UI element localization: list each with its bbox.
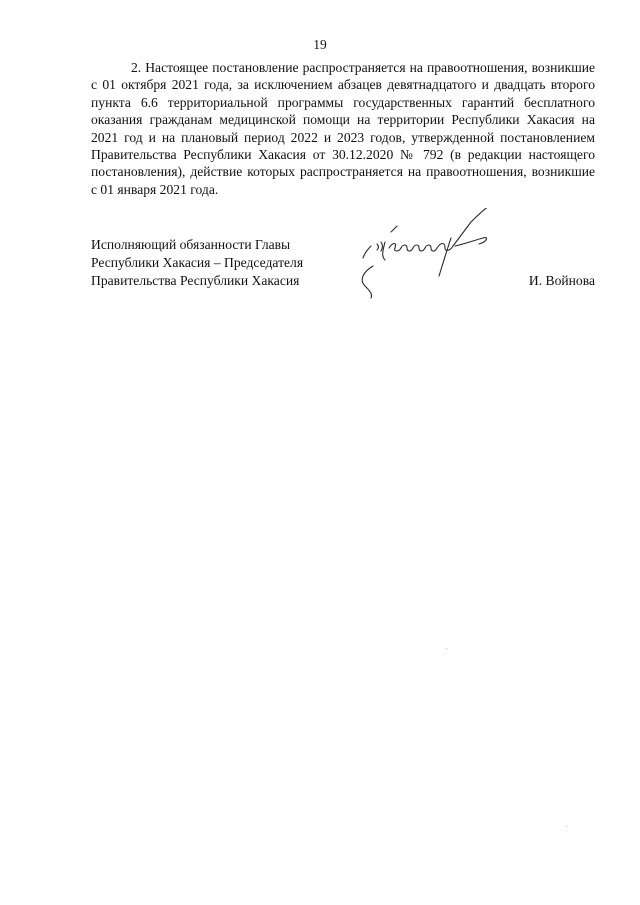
- signer-name: И. Войнова: [528, 273, 595, 288]
- scan-speck: [566, 826, 567, 827]
- signature-block: [91, 236, 595, 326]
- signer-title-line-1: Исполняющий обязанности Главы: [91, 237, 291, 252]
- handwritten-signature: [355, 208, 515, 318]
- scan-speck: [446, 648, 447, 649]
- body-paragraph: 2. Настоящее постановление распространяется на правоотношения, возникшие с 01 октября 2021 года, за исключением абзацев девятнадцатого и двадцать второго пункта 6.6 территориальной программы государственных гарантий бесплатного оказания гражданам медицинской помощи на территории Республики Хакасия на 2021 год и на плановый период 2022 и 2023 годов, утвержденной постановлением Правительства Республики Хакасия от 30.12.2020 № 792 (в редакции настоящего постановления), действие которых распространяется на правоотношения, возникшие с 01 января 2021 года.: [91, 60, 595, 197]
- signer-title-line-3: Правительства Республики Хакасия: [91, 273, 300, 289]
- page-number: 19: [313, 37, 327, 52]
- signer-title-line-2: Республики Хакасия – Председателя: [91, 255, 304, 271]
- signer-title: [91, 236, 303, 291]
